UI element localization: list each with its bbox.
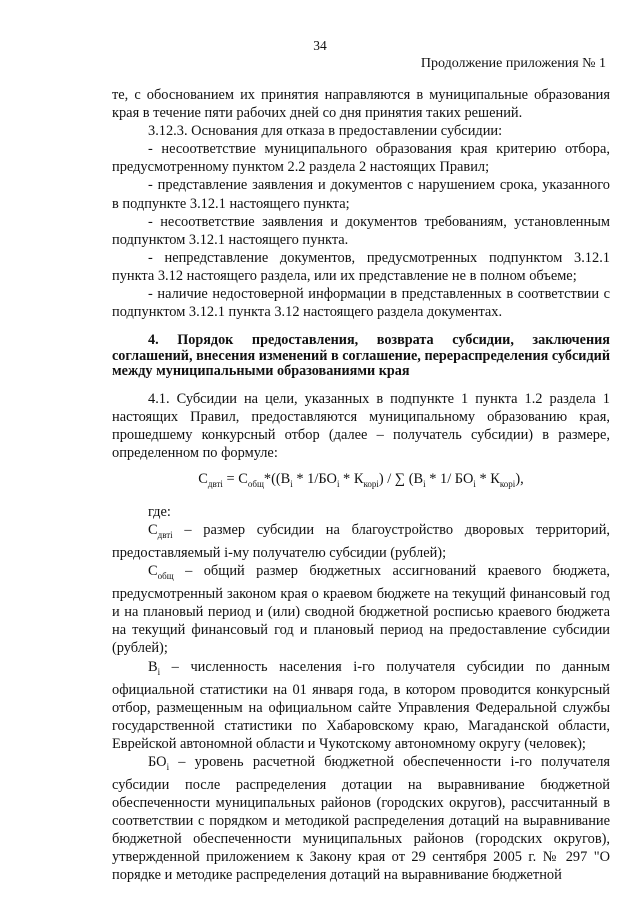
- section-heading: 4. Порядок предоставления, возврата субсидии, заключения соглашений, внесения изменений в соглашение, перераспределения субсидий между муниципальными образованиями края: [112, 332, 610, 380]
- appendix-label: Продолжение приложения № 1: [420, 56, 606, 71]
- page-number: 34: [313, 38, 327, 53]
- definition-bo: $БО_i$ – уровень расчетной бюджетной обеспеченности i-го получателя субсидии после распределения дотации на выравнивание бюджетной обеспеченности муниципальных районов (городских округов), рассчитанный в соответствии с порядком и методикой распределения дотаций на выравнивание бюджетной обеспеченности муниципальных районов (городских округов), утвержденной приложением к Закону края от 29 сентября 2005 г. № 297 "О порядке и методике распределения дотаций на выравнивание бюджетной: [112, 753, 610, 884]
- bullet-item: - представление заявления и документов с нарушением срока, указанного в подпункте 3.12.1 настоящего пункта;: [112, 177, 610, 212]
- paragraph-intro: те, с обоснованием их принятия направляются в муниципальные образования края в течение пяти рабочих дней со дня принятия таких решений.: [112, 87, 610, 122]
- paragraph-4-1: 4.1. Субсидии на цели, указанных в подпункте 1 пункта 1.2 раздела 1 настоящих Правил, предоставляются муниципальному образованию края, прошедшему конкурсный отбор (далее – получатель субсидии) в размере, определенном по формуле:: [112, 390, 610, 461]
- where-label: где:: [148, 504, 171, 521]
- document-body: [112, 86, 610, 884]
- paragraph-3-12-3: 3.12.3. Основания для отказа в предоставлении субсидии:: [148, 123, 503, 140]
- bullet-item: - непредставление документов, предусмотренных подпунктом 3.12.1 пункта 3.12 настоящего раздела, или их представление не в полном объеме;: [112, 249, 610, 284]
- definition-c-dvt: $С_{двтi}$ – размер субсидии на благоустройство дворовых территорий, предоставляемый i-му получателю субсидии (рублей);: [112, 522, 610, 562]
- bullet-item: - несоответствие заявления и документов требованиям, установленным подпунктом 3.12.1 настоящего пункта.: [112, 213, 610, 248]
- bullet-item: - несоответствие муниципального образования края критерию отбора, предусмотренному пунктом 2.2 раздела 2 настоящих Правил;: [112, 141, 610, 176]
- definition-b: $В_i$ – численность населения i-го получателя субсидии по данным официальной статистики на 01 января года, в котором проводится конкурсный отбор, размещенным на официальном сайте Управления Федеральной службы государственной статистики по Хабаровскому краю, Магаданской области, Еврейской автономной области и Чукотскому автономному округу (человек);: [112, 658, 610, 752]
- definition-c-obsh: $С_{общ}$ – общий размер бюджетных ассигнований краевого бюджета, предусмотренный законом края о краевом бюджете на текущий финансовый год и на плановый период и (или) сводной бюджетной росписью краевого бюджета на текущий финансовый год и плановый период на предоставление субсидии (рублей);: [112, 563, 610, 657]
- bullet-item: - наличие недостоверной информации в представленных в соответствии с подпунктом 3.12.1 пункта 3.12 настоящего раздела документах.: [112, 286, 610, 321]
- formula: $С_{двтi} = С_{общ}*((В_i * 1/БО_i * К_{корi})$ / ∑ ($В_i * 1/$ $БО_i * К_{корi}$),: [198, 471, 524, 489]
